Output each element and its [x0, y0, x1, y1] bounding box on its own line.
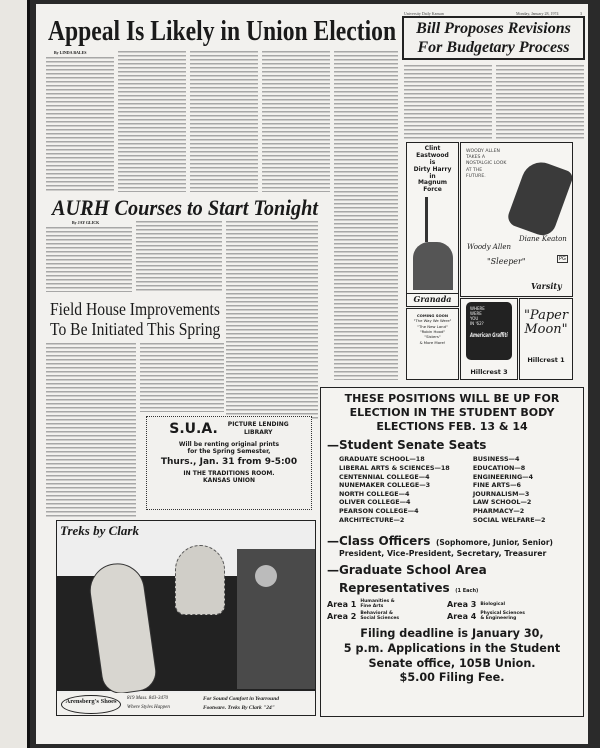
rating-badge: PG — [559, 256, 566, 262]
store-logo: Arensberg's Shoes — [61, 695, 121, 714]
article-text — [262, 50, 330, 192]
area-desc: Biological — [480, 601, 506, 607]
election-positions-ad — [320, 387, 584, 717]
facing-page-edge — [0, 0, 30, 748]
seat-item: EDUCATION—8 — [472, 463, 526, 472]
seat-item: NUNEMAKER COLLEGE—3 — [339, 481, 431, 490]
sleeper-star-2: Diane Keaton — [519, 235, 567, 243]
bill-headline-2: For Budgetary Process — [417, 39, 570, 56]
area-item — [447, 599, 577, 609]
graffiti-line: WERE — [470, 311, 482, 316]
magnum-force-ad — [406, 142, 459, 307]
sua-where-1: IN THE TRADITIONS ROOM. — [183, 469, 275, 477]
seat-item: OLIVER COLLEGE—4 — [339, 498, 411, 507]
treks-tagline-1: For Sound Comfort in Yearround — [203, 696, 280, 702]
seats-right — [473, 455, 577, 524]
seat-item: SOCIAL WELFARE—2 — [472, 515, 546, 524]
magnum-l7: Force — [423, 186, 442, 194]
granada-logo: Granada — [407, 293, 458, 304]
magnum-l1: Clint — [424, 145, 441, 152]
american-graffiti-ad — [460, 298, 518, 380]
appeal-headline: Appeal Is Likely in Union Election — [48, 16, 397, 47]
seat-item: LIBERAL ARTS & SCIENCES—18 — [339, 463, 450, 472]
sleeper-star-1: Woody Allen — [467, 243, 511, 251]
magnum-l4: Dirty Harry — [413, 165, 452, 173]
seat-item: ARCHITECTURE—2 — [339, 515, 405, 524]
paper-moon-title-2: Moon" — [524, 322, 568, 338]
seat-item: PEARSON COLLEGE—4 — [339, 507, 419, 516]
store-slogan: Where Styles Happen — [127, 705, 170, 710]
graffiti-line: IN '62? — [470, 321, 484, 326]
store-address: 819 Mass. 843-3470 — [127, 696, 168, 701]
area-item — [447, 611, 577, 621]
article-text — [46, 56, 114, 192]
coming-item: "Robin Hood" — [419, 328, 446, 334]
gun-icon — [425, 197, 428, 242]
coming-item: "The Way We Were" — [413, 318, 452, 324]
sua-line-1: Will be renting original prints — [178, 440, 280, 448]
paper-moon-ad — [519, 298, 573, 380]
magnum-l6: Magnum — [417, 179, 448, 187]
article-text — [46, 342, 136, 518]
paper-name: University Daily Kansan — [404, 11, 444, 16]
grad-title-2: Representatives — [339, 581, 450, 596]
area-label: Area 1 — [327, 599, 357, 609]
sleeper-tag: AT THE — [466, 167, 483, 173]
seat-item: ENGINEERING—4 — [472, 472, 534, 481]
deadline-2: 5 p.m. Applications in the Student — [343, 641, 561, 655]
treks-ad — [56, 520, 316, 716]
sleeper-tag: FUTURE. — [466, 173, 486, 179]
issue-date: Monday, January 28, 1974 — [516, 11, 559, 16]
seats-left — [339, 455, 473, 524]
treks-title: Treks by Clark — [60, 523, 139, 538]
grad-note: (1 Each) — [455, 588, 479, 595]
grad-title-1: —Graduate School Area — [327, 563, 487, 578]
eastwood-photo — [413, 242, 453, 290]
treks-tagline-2: Footware. Treks By Clark "24" — [203, 705, 275, 711]
paper-moon-title-1: "Paper — [523, 308, 569, 323]
article-text — [140, 342, 224, 412]
graffiti-poster — [466, 302, 512, 360]
positions-heading-3: ELECTIONS FEB. 13 & 14 — [376, 419, 528, 433]
article-text — [136, 220, 222, 292]
article-text — [226, 220, 318, 420]
article-text — [334, 50, 398, 380]
aurh-byline: By JAY GLICK — [72, 220, 100, 225]
seat-item: CENTENNIAL COLLEGE—4 — [339, 472, 430, 481]
hillcrest-1-logo: Hillcrest 1 — [527, 355, 565, 364]
seat-item: PHARMACY—2 — [472, 507, 525, 516]
area-item — [327, 611, 447, 621]
area-label: Area 2 — [327, 611, 357, 621]
filing-fee: $5.00 Filing Fee. — [399, 671, 505, 685]
graffiti-title: American Graffiti — [470, 332, 508, 339]
sleeper-ad — [460, 142, 573, 297]
sleeper-tag: WOODY ALLEN — [466, 149, 500, 154]
area-label: Area 3 — [447, 599, 477, 609]
magnum-l2: Eastwood — [416, 151, 449, 159]
article-text — [404, 64, 492, 140]
sua-line-2: for the Spring Semester, — [187, 447, 271, 455]
senate-title: —Student Senate Seats — [327, 438, 487, 453]
seat-item: GRADUATE SCHOOL—18 — [339, 455, 425, 464]
positions-heading-2: ELECTION IN THE STUDENT BODY — [349, 405, 555, 419]
coming-item: "The New Land" — [417, 323, 448, 329]
hillcrest-3-logo: Hillcrest 3 — [470, 368, 508, 376]
deadline-3: Senate office, 105B Union. — [368, 656, 536, 670]
tape-recorder-image — [237, 549, 315, 689]
magnum-l5: in — [429, 172, 436, 180]
article-text — [496, 64, 584, 140]
coming-item: "Sisters" — [424, 334, 441, 340]
varsity-logo: Varsity — [531, 281, 562, 291]
officers-title: —Class Officers — [327, 534, 431, 549]
sua-title-1: PICTURE LENDING — [227, 421, 289, 428]
seat-item: FINE ARTS—6 — [472, 481, 521, 490]
sua-org: S.U.A. — [169, 421, 218, 438]
reel-icon — [255, 565, 277, 587]
aurh-headline: AURH Courses to Start Tonight — [52, 195, 318, 220]
area-desc: Behavioral & Social Sciences — [360, 611, 400, 622]
graffiti-line: WHERE — [470, 306, 485, 311]
sleeper-tag: NOSTALGIC LOOK — [466, 161, 507, 167]
newspaper-page — [36, 4, 588, 744]
area-desc: Physical Sciences & Engineering — [480, 611, 525, 622]
officers-list: President, Vice-President, Secretary, Treasurer — [339, 549, 547, 559]
positions-heading-1: THESE POSITIONS WILL BE UP FOR — [344, 392, 560, 405]
page-number: 3 — [580, 11, 582, 16]
article-text — [118, 50, 186, 192]
coming-soon-ad — [406, 308, 459, 380]
seat-item: NORTH COLLEGE—4 — [339, 489, 410, 498]
sua-ad — [146, 416, 312, 510]
coming-item: & More More! — [419, 339, 446, 345]
fieldhouse-headline-1: Field House Improvements — [50, 299, 220, 319]
magnum-l3: is — [429, 158, 436, 166]
area-desc: Humanities & Fine Arts — [360, 599, 395, 610]
seat-item: BUSINESS—4 — [472, 455, 520, 464]
bill-headline-1: Bill Proposes Revisions — [416, 20, 571, 37]
area-item — [327, 599, 447, 609]
seat-item: JOURNALISM—3 — [472, 489, 530, 498]
coming-title: COMING SOON — [416, 313, 449, 318]
area-label: Area 4 — [447, 611, 477, 621]
deadline-1: Filing deadline is January 30, — [360, 627, 544, 641]
officers-note: (Sophomore, Junior, Senior) — [435, 538, 553, 548]
sua-where-2: KANSAS UNION — [203, 476, 255, 484]
sua-when: Thurs., Jan. 31 from 9-5:00 — [160, 456, 298, 467]
appeal-byline: By LINDA BALES — [54, 50, 87, 55]
bill-headline-box — [402, 16, 585, 60]
shoe-icon — [175, 545, 225, 615]
article-text — [46, 226, 132, 292]
sleeper-tag: TAKES A — [466, 155, 486, 161]
seat-item: LAW SCHOOL—2 — [472, 498, 532, 507]
sua-title-2: LIBRARY — [243, 429, 273, 437]
fieldhouse-headline-2: To Be Initiated This Spring — [50, 319, 221, 339]
sleeper-title: "Sleeper" — [487, 257, 526, 266]
article-text — [190, 50, 258, 192]
graffiti-line: YOU — [470, 316, 479, 321]
flying-figures-image — [505, 157, 573, 239]
